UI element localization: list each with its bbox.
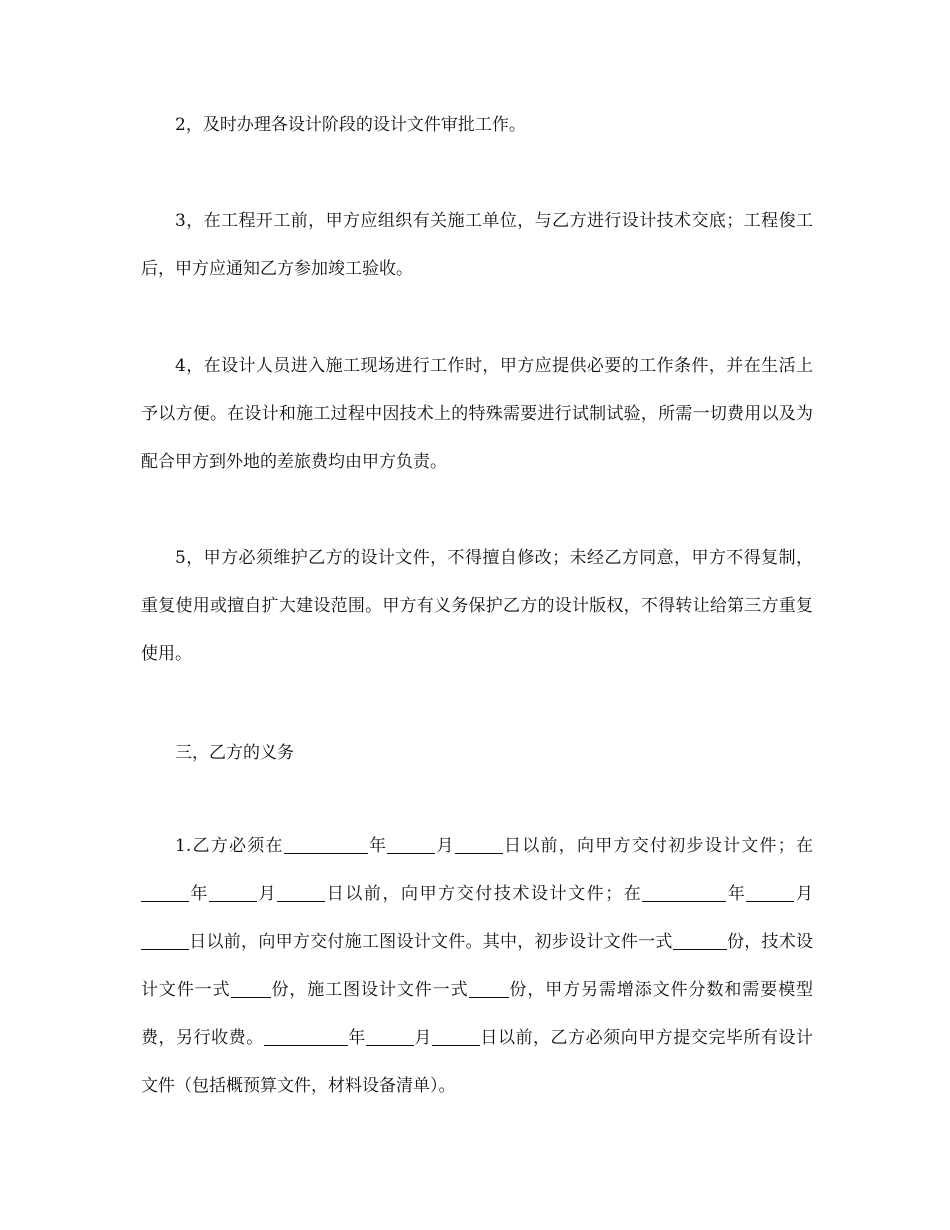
clause-text: 份，技术设计文件一式 [141,932,814,1000]
paragraph-4: 4，在设计人员进入施工现场进行工作时，甲方应提供必要的工作条件，并在生活上予以方便。在设计和施工过程中因技术上的特殊需要进行试制试验，所需一切费用以及为配合甲方到外地的差旅费均由甲方负责。 [141,356,813,472]
date-blank-year [141,885,189,902]
date-blank-day [277,885,325,902]
date-blank-year [264,1029,348,1046]
clause-text: 日以前，向甲方交付初步设计文件；在 [502,836,814,856]
copies-blank [231,981,271,998]
date-blank-year [642,885,726,902]
clause-text: 份，施工图设计文件一式 [270,980,469,1000]
paragraph-5: 5，甲方必须维护乙方的设计文件，不得擅自修改；未经乙方同意，甲方不得复制，重复使用或擅自扩大建设范围。甲方有义务保护乙方的设计版权，不得转让给第三方重复使用。 [141,548,813,664]
date-blank-month [746,885,794,902]
clause-text: 日以前，向甲方交付施工图设计文件。其中，初步设计文件一式 [189,932,673,952]
date-blank-year [284,837,368,854]
clause-text: 月 [435,836,455,856]
clause-text: 月 [257,884,278,904]
copies-blank [469,981,509,998]
paragraph-2: 2，及时办理各设计阶段的设计文件审批工作。 [175,115,526,135]
clause-text: 月 [794,884,814,904]
clause-text: 月 [413,1028,432,1048]
date-blank-day [455,837,503,854]
date-blank-month [387,837,435,854]
clause-text: 年 [347,1028,366,1048]
paragraph-3: 3，在工程开工前，甲方应组织有关施工单位，与乙方进行设计技术交底；工程俊工后，甲方应通知乙方参加竣工验收。 [141,211,813,279]
clause-text: 年 [189,884,210,904]
clause-1 [141,822,813,1110]
date-blank-month [366,1029,414,1046]
clause-text: 年 [367,836,388,856]
section-heading: 三，乙方的义务 [175,743,294,763]
clause-text: 份，甲方另需增添文件分数和需要模型费，另行收费。 [141,980,814,1048]
clause-text: 1.乙方必须在 [175,836,284,856]
date-blank-month [209,885,257,902]
clause-text: 日以前，向甲方交付技术设计文件；在 [325,884,643,904]
date-blank-day [141,933,189,950]
clause-text: 日以前，乙方必须向甲方提交完毕所有设计文件（包括概预算文件，材料设备清单）。 [141,1028,814,1096]
date-blank-day [432,1029,480,1046]
clause-text: 年 [726,884,747,904]
copies-blank [673,933,727,950]
